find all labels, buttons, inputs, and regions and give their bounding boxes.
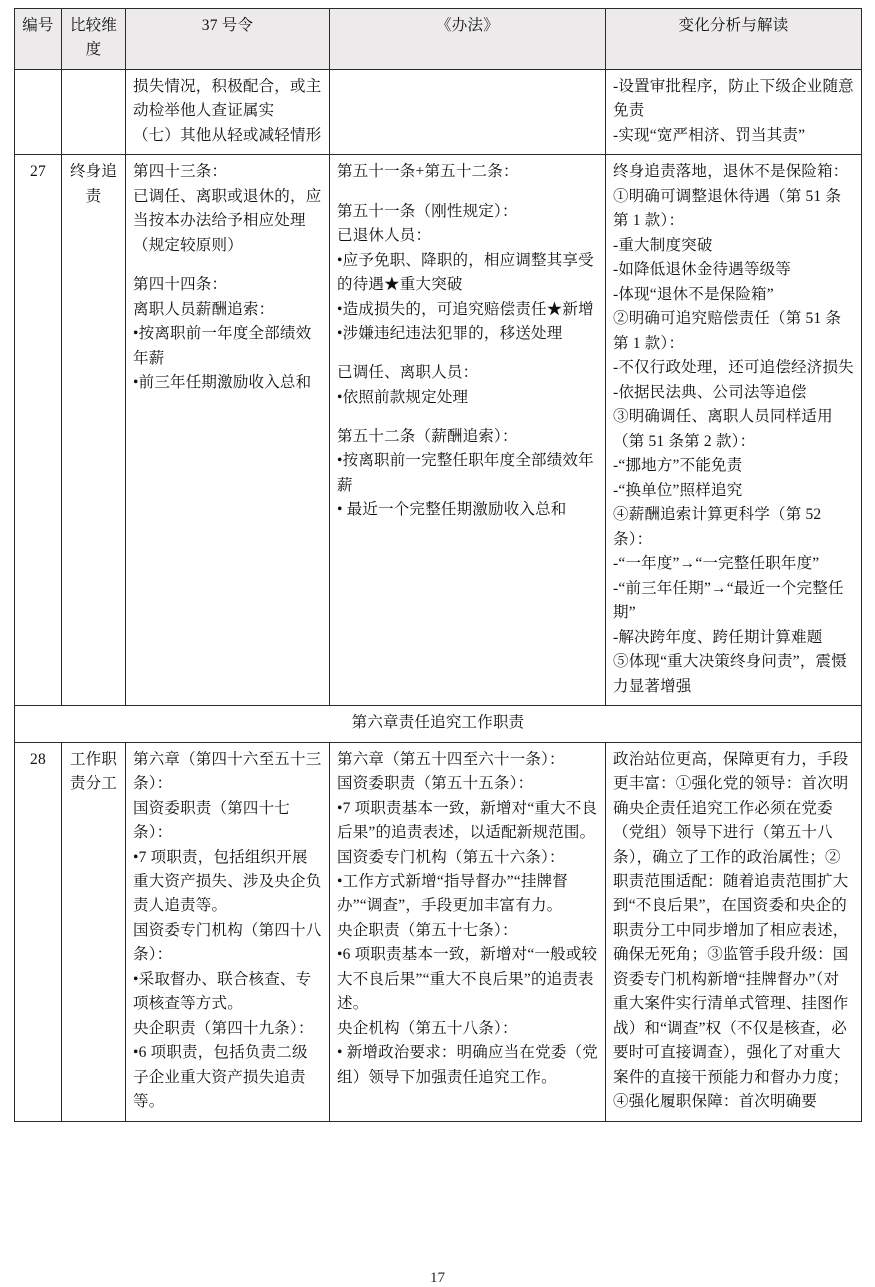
section-title: 第六章责任追究工作职责: [15, 706, 862, 742]
table-row: [15, 742, 862, 1121]
paragraph: 终身追责落地，退休不是保险箱：: [613, 163, 849, 181]
paragraph: -“一年度”→“一完整任职年度”: [613, 555, 820, 573]
paragraph-spacer: [337, 347, 598, 362]
paragraph-list: [133, 748, 322, 1115]
paragraph-list: [133, 160, 322, 395]
paragraph: 离职人员薪酬追索：: [133, 300, 275, 318]
column-header-number: 编号: [15, 9, 62, 70]
table-section-row: [15, 706, 862, 742]
paragraph: -体现“退休不是保险箱”: [613, 285, 774, 303]
paragraph: • 最近一个完整任期激励收入总和: [337, 501, 567, 519]
paragraph: •造成损失的，可追究赔偿责任★新增: [337, 300, 594, 318]
paragraph: 已调任、离职人员：: [337, 364, 479, 382]
cell-number: [15, 69, 62, 154]
paragraph: •应予免职、降职的，相应调整其享受的待遇★重大突破: [337, 251, 594, 294]
paragraph: -“挪地方”不能免责: [613, 457, 743, 475]
paragraph: -实现“宽严相济、罚当其责”: [613, 126, 806, 144]
column-header-method: 《办法》: [330, 9, 606, 70]
cell-dimension: 工作职责分工: [62, 742, 126, 1121]
table-body: [15, 69, 862, 1121]
paragraph: 国资委职责（第五十五条）：: [337, 775, 534, 793]
paragraph: 已调任、离职或退休的，应当按本办法给予相应处理: [133, 187, 322, 230]
cell-method: [330, 155, 606, 706]
paragraph-list: [613, 748, 854, 1115]
paragraph: 央企职责（第四十九条）：: [133, 1019, 314, 1037]
cell-order37: [126, 742, 330, 1121]
paragraph: ⑤体现“重大决策终身问责”，震慑力显著增强: [613, 653, 847, 695]
paragraph: -重大制度突破: [613, 236, 713, 254]
paragraph: •7 项职责基本一致，新增对“重大不良后果”的追责表述，以适配新规范围。: [337, 799, 598, 842]
table-row: [15, 69, 862, 154]
paragraph: 第五十一条+第五十二条：: [337, 163, 519, 181]
paragraph: •依照前款规定处理: [337, 388, 469, 406]
table-row: [15, 155, 862, 706]
paragraph: ④薪酬追索计算更科学（第 52 条）：: [613, 506, 822, 548]
paragraph: •6 项职责基本一致，新增对“一般或较大不良后果”“重大不良后果”的追责表述。: [337, 946, 598, 1013]
paragraph: 第六章（第四十六至五十三条）：: [133, 750, 322, 793]
paragraph-spacer: [337, 410, 598, 425]
paragraph-list: [133, 75, 322, 148]
cell-analysis: [606, 155, 862, 706]
cell-order37: [126, 69, 330, 154]
cell-method: [330, 69, 606, 154]
cell-dimension: [62, 69, 126, 154]
table-header-row: [15, 9, 862, 70]
paragraph: 国资委职责（第四十七条）：: [133, 799, 291, 842]
cell-method: [330, 742, 606, 1121]
paragraph: 第四十三条：: [133, 163, 228, 181]
cell-dimension: 终身追责: [62, 155, 126, 706]
comparison-table: [14, 8, 862, 1122]
paragraph: •工作方式新增“指导督办”“挂牌督办”“调查”，手段更加丰富有力。: [337, 872, 568, 915]
paragraph: •涉嫌违纪违法犯罪的，移送处理: [337, 325, 563, 343]
paragraph-list: [613, 75, 854, 148]
cell-number: 28: [15, 742, 62, 1121]
paragraph: （规定较原则）: [133, 236, 243, 254]
paragraph: • 新增政治要求：明确应当在党委（党组）领导下加强责任追究工作。: [337, 1044, 598, 1086]
paragraph: 政治站位更高，保障更有力，手段更丰富：①强化党的领导：首次明确央企责任追究工作必须在党委（党组）领导下进行（第五十八条），确立了工作的政治属性；②职责范围适配：随着追责范围扩大到“不良后果”，在国资委和央企的职责分工中同步增加了相应表述，确保无死角；③监管手段升级：国资委专门机构新增“挂牌督办”（对重大案件实行清单式管理、挂图作战）和“调查”权（不仅是核查，必要时可直接调查），强化了对重大案件的直接干预能力和督办力度；④强化履职保障：首次明确要: [613, 750, 849, 1111]
paragraph: ①明确可调整退休待遇（第 51 条第 1 款）：: [613, 187, 842, 230]
paragraph-spacer: [337, 185, 598, 200]
paragraph: •前三年任期激励收入总和: [133, 374, 312, 392]
paragraph: -如降低退休金待遇等级等: [613, 261, 792, 279]
paragraph: 第五十二条（薪酬追索）：: [337, 427, 518, 445]
table-header: [15, 9, 862, 70]
paragraph: -依据民法典、公司法等追偿: [613, 383, 807, 401]
cell-analysis: [606, 69, 862, 154]
paragraph-list: [337, 160, 598, 522]
paragraph: 第六章（第五十四至六十一条）：: [337, 750, 565, 768]
paragraph: ②明确可追究赔偿责任（第 51 条第 1 款）：: [613, 310, 842, 352]
paragraph-spacer: [133, 258, 322, 273]
paragraph: -解决跨年度、跨任期计算难题: [613, 628, 823, 646]
paragraph: 第五十一条（刚性规定）：: [337, 202, 518, 220]
paragraph: -“前三年任期”→“最近一个完整任期”: [613, 579, 844, 622]
cell-order37: [126, 155, 330, 706]
paragraph: •按离职前一年度全部绩效年薪: [133, 325, 312, 367]
paragraph: 第四十四条：: [133, 276, 228, 294]
paragraph: -设置审批程序，防止下级企业随意免责: [613, 77, 854, 120]
page-number: 17: [430, 1270, 445, 1286]
paragraph: •按离职前一完整任职年度全部绩效年薪: [337, 452, 594, 494]
paragraph: •7 项职责，包括组织开展重大资产损失、涉及央企负责人追责等。: [133, 848, 322, 915]
paragraph: 已退休人员：: [337, 227, 432, 245]
paragraph: 国资委专门机构（第四十八条）：: [133, 921, 322, 964]
cell-analysis: [606, 742, 862, 1121]
paragraph: 国资委专门机构（第五十六条）：: [337, 848, 565, 866]
paragraph: 央企职责（第五十七条）：: [337, 921, 518, 939]
column-header-order37: 37 号令: [126, 9, 330, 70]
paragraph: 央企机构（第五十八条）：: [337, 1019, 518, 1037]
column-header-dimension: 比较维度: [62, 9, 126, 70]
paragraph: 损失情况，积极配合，或主动检举他人查证属实: [133, 77, 322, 120]
paragraph: （七）其他从轻或减轻情形: [133, 126, 322, 144]
paragraph: ③明确调任、离职人员同样适用（第 51 条第 2 款）：: [613, 408, 833, 450]
paragraph: •6 项职责，包括负责二级子企业重大资产损失追责等。: [133, 1044, 308, 1111]
column-header-analysis: 变化分析与解读: [606, 9, 862, 70]
paragraph: •采取督办、联合核查、专项核查等方式。: [133, 970, 312, 1013]
paragraph-list: [337, 748, 598, 1091]
cell-number: 27: [15, 155, 62, 706]
paragraph: -“换单位”照样追究: [613, 481, 743, 499]
paragraph-list: [613, 160, 854, 699]
paragraph: -不仅行政处理，还可追偿经济损失: [613, 359, 854, 377]
